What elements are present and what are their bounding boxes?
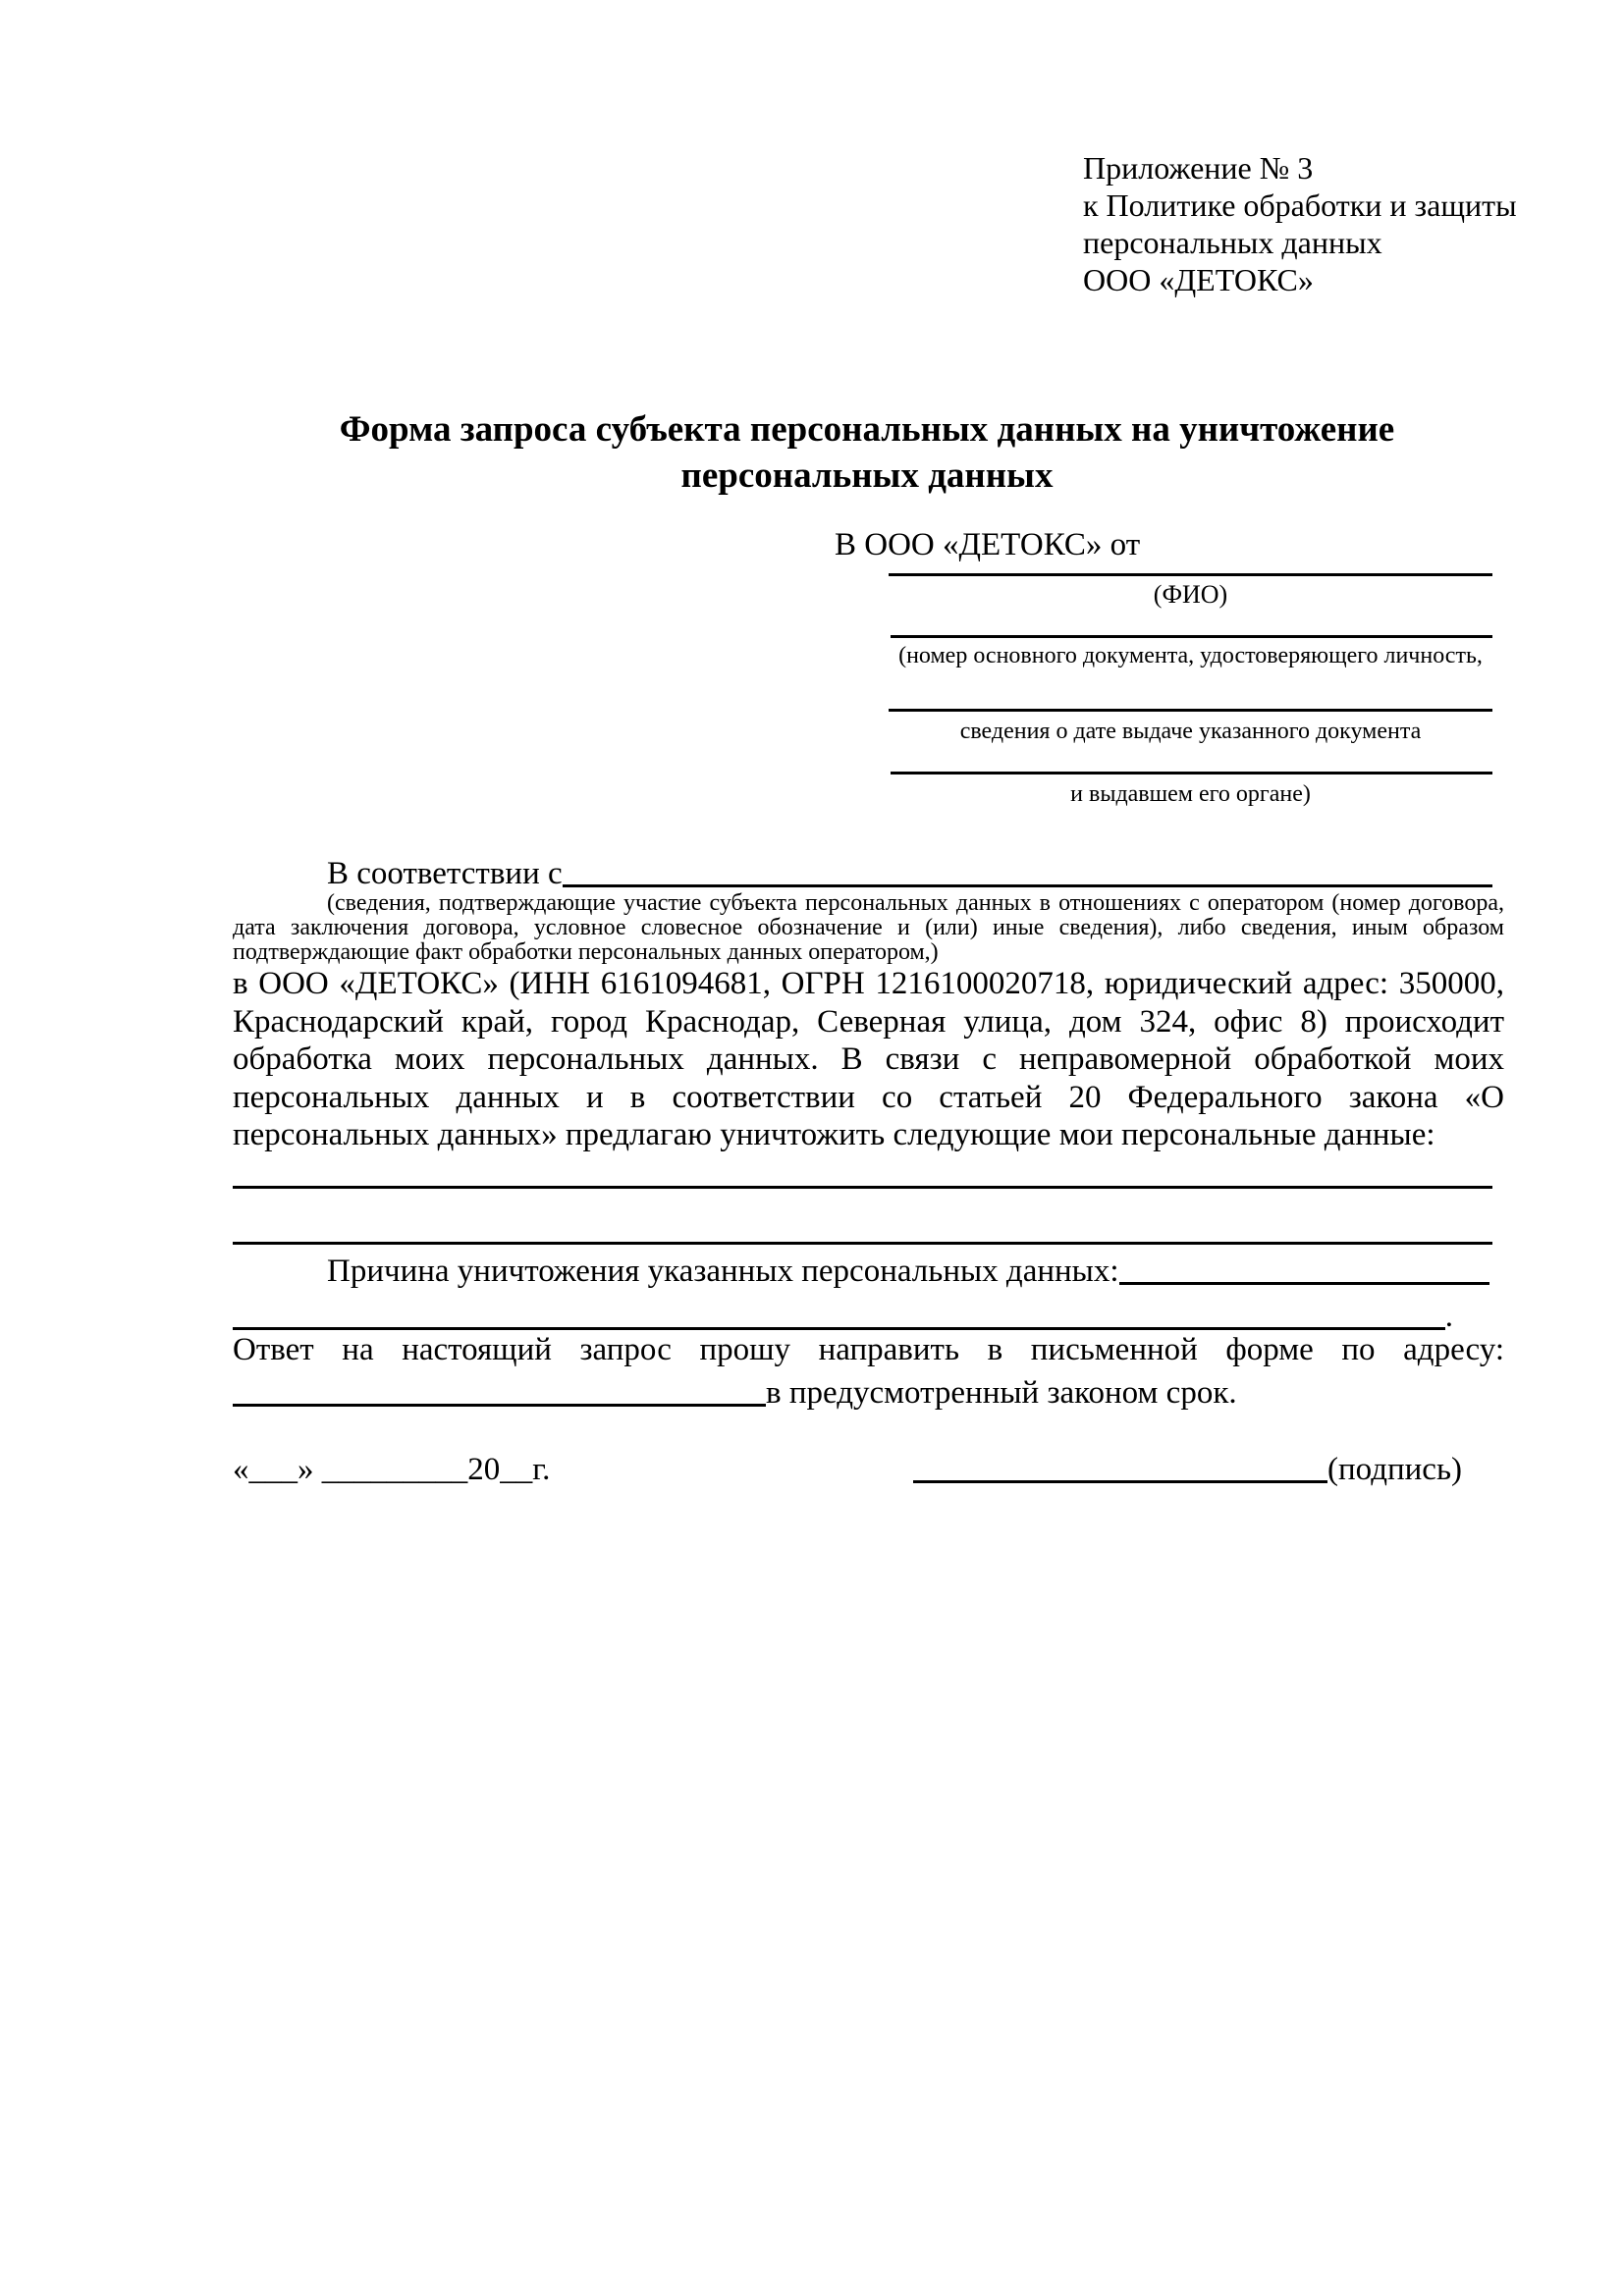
- response-tail: в предусмотренный законом срок.: [766, 1375, 1237, 1411]
- reason-label: Причина уничтожения указанных персональных данных:: [327, 1254, 1119, 1289]
- period-mark: .: [1444, 1299, 1453, 1334]
- fio-caption: (ФИО): [1153, 580, 1228, 609]
- appendix-line-4: ООО «ДЕТОКС»: [1083, 262, 1314, 297]
- blank-field-doc-number: [891, 635, 1492, 638]
- accordance-label: В соответствии с: [327, 856, 563, 891]
- blank-field-fio: [889, 573, 1492, 576]
- address-row: [233, 1374, 1504, 1412]
- blank-field-accordance: [563, 884, 1492, 887]
- blank-field-reason-2: [233, 1327, 1445, 1330]
- reason-continuation-row: [233, 1298, 1453, 1335]
- appendix-line-1: Приложение № 3: [1083, 150, 1314, 186]
- appendix-line-3: персональных данных: [1083, 225, 1382, 260]
- date-line: «___» _________20__г.: [233, 1452, 551, 1487]
- blank-field-reason: [1119, 1282, 1489, 1285]
- doc-number-caption: (номер основного документа, удостоверяющего личность,: [898, 643, 1483, 668]
- blank-field-data-1: [233, 1186, 1492, 1189]
- doc-issue-date-caption: сведения о дате выдаче указанного документа: [959, 719, 1422, 744]
- appendix-block: [1083, 149, 1517, 298]
- blank-field-data-2: [233, 1242, 1492, 1245]
- response-line: Ответ на настоящий запрос прошу направить в письменной форме по адресу:: [233, 1332, 1504, 1367]
- document-title: Форма запроса субъекта персональных данных на уничтожение персональных данных: [339, 409, 1395, 496]
- blank-field-address: [233, 1404, 766, 1407]
- reason-row: [233, 1253, 1489, 1290]
- blank-field-doc-issue-date: [889, 709, 1492, 712]
- addressee-line: В ООО «ДЕТОКС» от: [835, 527, 1141, 562]
- signature-caption: (подпись): [1327, 1452, 1462, 1487]
- accordance-row: [233, 855, 1492, 892]
- doc-issuer-caption: и выдавшем его органе): [1070, 781, 1311, 807]
- main-paragraph: в ООО «ДЕТОКС» (ИНН 6161094681, ОГРН 1216100020718, юридический адрес: 350000, Краснодарский край, город Краснодар, Северная улица, дом 324, офис 8) происходит обработка моих персональных данных. В связи с неправомерной обработкой моих персональных данных и в соответствии со статьей 20 Федерального закона «О персональных данных» предлагаю уничтожить следующие мои персональные данные:: [233, 966, 1504, 1152]
- small-print-note: (сведения, подтверждающие участие субъекта персональных данных в отношениях с оператором (номер договора, дата заключения договора, условное словесное обозначение и (или) иные сведения), либо сведения, иным образом подтверждающие факт обработки персональных данных оператором,): [233, 890, 1504, 965]
- blank-field-signature: [913, 1480, 1327, 1483]
- appendix-line-2: к Политике обработки и защиты: [1083, 187, 1517, 223]
- blank-field-doc-issuer: [891, 772, 1492, 774]
- signature-row: [913, 1451, 1494, 1488]
